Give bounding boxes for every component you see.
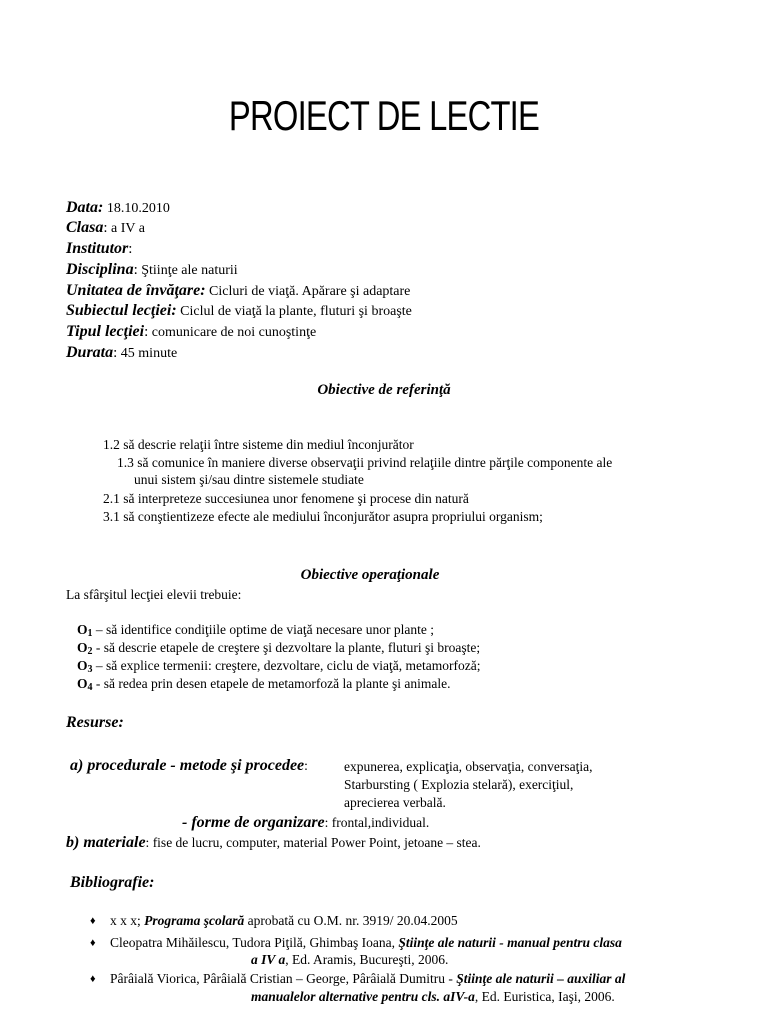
bibliography-item: Pârâială Viorica, Pârâială Cristian – George, Pârâială Dumitru - Ştiinţe ale naturii – auxiliar al — [110, 971, 626, 986]
operational-objective-item: $O_3$ – să explice termenii: creştere, dezvoltare, ciclu de viaţă, metamorfoză; — [77, 658, 481, 675]
materials: b) materiale: fise de lucru, computer, material Power Point, jetoane – stea. — [66, 834, 481, 851]
page-title: PROIECT DE LECTIE — [228, 92, 540, 139]
bibliography-heading: Bibliografie: — [70, 874, 155, 891]
meta-lesson-type: Tipul lecţiei: comunicare de noi cunoştinţe — [66, 323, 317, 340]
meta-unit: Unitatea de învăţare: Cicluri de viaţă. Apărare şi adaptare — [66, 282, 411, 299]
reference-objective-item: 2.1 să interpreteze succesiunea unor fenomene şi procese din natură — [103, 491, 469, 506]
diamond-bullet-icon: ♦ — [90, 915, 96, 927]
reference-objective-item: 1.3 să comunice în maniere diverse observaţii privind relaţiile dintre părţile componente ale — [117, 455, 613, 470]
reference-objective-item: 1.2 să descrie relaţii între sisteme din mediul înconjurător — [103, 437, 414, 452]
meta-date: Data: 18.10.2010 — [66, 199, 170, 216]
bibliography-item-cont: manualelor alternative pentru cls. aIV-a, Ed. Euristica, Iaşi, 2006. — [251, 989, 615, 1004]
bibliography-item: x x x; Programa şcolară aprobată cu O.M. nr. 3919/ 20.04.2005 — [110, 913, 458, 928]
resources-heading: Resurse: — [66, 714, 124, 731]
procedural-resources-line: Starbursting ( Explozia stelară), exerciţiul, — [344, 777, 574, 792]
meta-class: Clasa: a IV a — [66, 219, 145, 236]
procedural-resources-line: aprecierea verbală. — [344, 795, 446, 810]
diamond-bullet-icon: ♦ — [90, 973, 96, 985]
meta-discipline: Disciplina: Ştiinţe ale naturii — [66, 261, 238, 278]
operational-objectives-heading: Obiective operaţionale — [300, 567, 440, 583]
meta-subject: Subiectul lecţiei: Ciclul de viaţă la plante, fluturi şi broaşte — [66, 302, 412, 319]
reference-objectives-heading: Obiective de referinţă — [317, 382, 451, 398]
procedural-resources-line: expunerea, explicaţia, observaţia, conversaţia, — [344, 759, 593, 774]
bibliography-item: Cleopatra Mihăilescu, Tudora Piţilă, Ghimbaş Ioana, Ştiinţe ale naturii - manual pentru clasa — [110, 935, 622, 950]
operational-objective-item: $O_2$ - să descrie etapele de creştere şi dezvoltare la plante, fluturi şi broaşte; — [77, 640, 481, 657]
meta-teacher: Institutor: — [66, 240, 133, 257]
reference-objective-item: unui sistem şi/sau dintre sistemele studiate — [134, 472, 364, 487]
operational-objective-item: $O_1$ – să identifice condiţiile optime de viaţă necesare unor plante ; — [77, 622, 435, 639]
organization-forms: - forme de organizare: frontal,individual. — [182, 814, 430, 831]
bibliography-item-cont: a IV a, Ed. Aramis, Bucureşti, 2006. — [251, 952, 449, 967]
reference-objective-item: 3.1 să conştientizeze efecte ale mediului înconjurător asupra propriului organism; — [103, 509, 543, 524]
diamond-bullet-icon: ♦ — [90, 937, 96, 949]
meta-duration: Durata: 45 minute — [66, 344, 178, 361]
procedural-resources-label: a) procedurale - metode şi procedee: — [70, 757, 308, 774]
operational-objectives-intro: La sfârşitul lecţiei elevii trebuie: — [66, 587, 242, 602]
operational-objective-item: $O_4$ - să redea prin desen etapele de metamorfoză la plante şi animale. — [77, 676, 451, 693]
